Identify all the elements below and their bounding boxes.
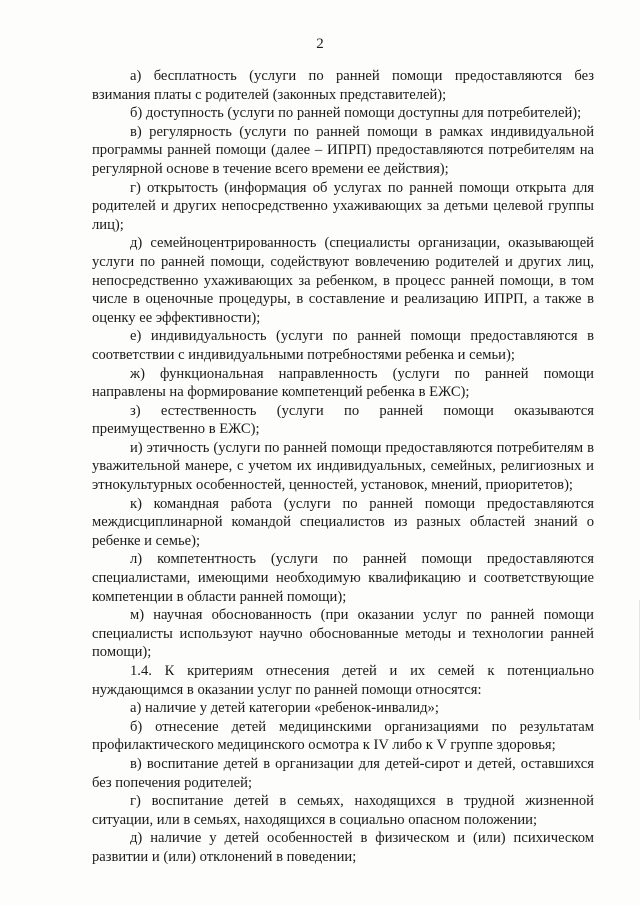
- paragraph-principle-b: б) доступность (услуги по ранней помощи доступны для потребителей);: [130, 105, 582, 122]
- page-number: 2: [316, 36, 324, 52]
- paragraph-section-1-4: 1.4. К критериям отнесения детей и их семей к потенциально нуждающимся в оказании услуг по ранней помощи относятся:: [92, 663, 594, 698]
- paragraph-principle-d: д) семейноцентрированность (специалисты организации, оказывающей услуги по ранней помощи, содействуют вовлечению родителей и других лиц, непосредственно ухаживающих за ребенком, в процесс ранней помощи, в том числе в оценочные процедуры, в составление и реализацию ИПРП, а также в оценку ее эффективности);: [92, 235, 594, 326]
- paragraph-principle-e: е) индивидуальность (услуги по ранней помощи предоставляются в соответствии с индивидуальными потребностями ребенка и семьи);: [92, 328, 594, 363]
- paragraph-principle-a: а) бесплатность (услуги по ранней помощи предоставляются без взимания платы с родителей (законных представителей);: [92, 68, 594, 103]
- paragraph-criterion-v: в) воспитание детей в организации для детей-сирот и детей, оставшихся без попечения родителей;: [92, 755, 594, 791]
- paragraph-principle-zh: ж) функциональная направленность (услуги по ранней помощи направлены на формирование компетенций ребенка в ЕЖС);: [92, 365, 594, 401]
- paragraph-principle-i: и) этичность (услуги по ранней помощи предоставляются потребителям в уважительной манере, с учетом их индивидуальных, семейных, религиозных и этнокультурных особенностей, ценностей, установок, мнений, приоритетов);: [92, 439, 594, 494]
- paragraph-principle-m: м) научная обоснованность (при оказании услуг по ранней помощи специалисты используют научно обоснованные методы и технологии ранней помощи);: [92, 607, 594, 661]
- paragraph-principle-k: к) командная работа (услуги по ранней помощи предоставляются междисциплинарной командой специалистов из разных областей знаний о ребенке и семье);: [92, 495, 594, 549]
- paragraph-principle-l: л) компетентность (услуги по ранней помощи предоставляются специалистами, имеющими необходимую квалификацию и соответствующие компетенции в области ранней помощи);: [92, 551, 594, 605]
- paragraph-criterion-d: д) наличие у детей особенностей в физическом и (или) психическом развитии и (или) отклонений в поведении;: [92, 830, 594, 865]
- paragraph-criterion-g: г) воспитание детей в семьях, находящихся в трудной жизненной ситуации, или в семьях, находящихся в социально опасном положении;: [92, 793, 594, 828]
- paragraph-principle-g: г) открытость (информация об услугах по ранней помощи открыта для родителей и других непосредственно ухаживающих за детьми целевой группы лиц);: [92, 179, 594, 233]
- paragraph-criterion-a: а) наличие у детей категории «ребенок-инвалид»;: [130, 700, 439, 717]
- paragraph-principle-z: з) естественность (услуги по ранней помощи оказываются преимущественно в ЕЖС);: [92, 402, 594, 438]
- document-body: [92, 67, 594, 867]
- paragraph-principle-v: в) регулярность (услуги по ранней помощи в рамках индивидуальной программы ранней помощи (далее – ИПРП) предоставляются потребителям на регулярной основе в течение всего времени ее действия);: [92, 123, 594, 177]
- paragraph-criterion-b: б) отнесение детей медицинскими организациями по результатам профилактического медицинского осмотра к IV либо к V группе здоровья;: [92, 718, 594, 754]
